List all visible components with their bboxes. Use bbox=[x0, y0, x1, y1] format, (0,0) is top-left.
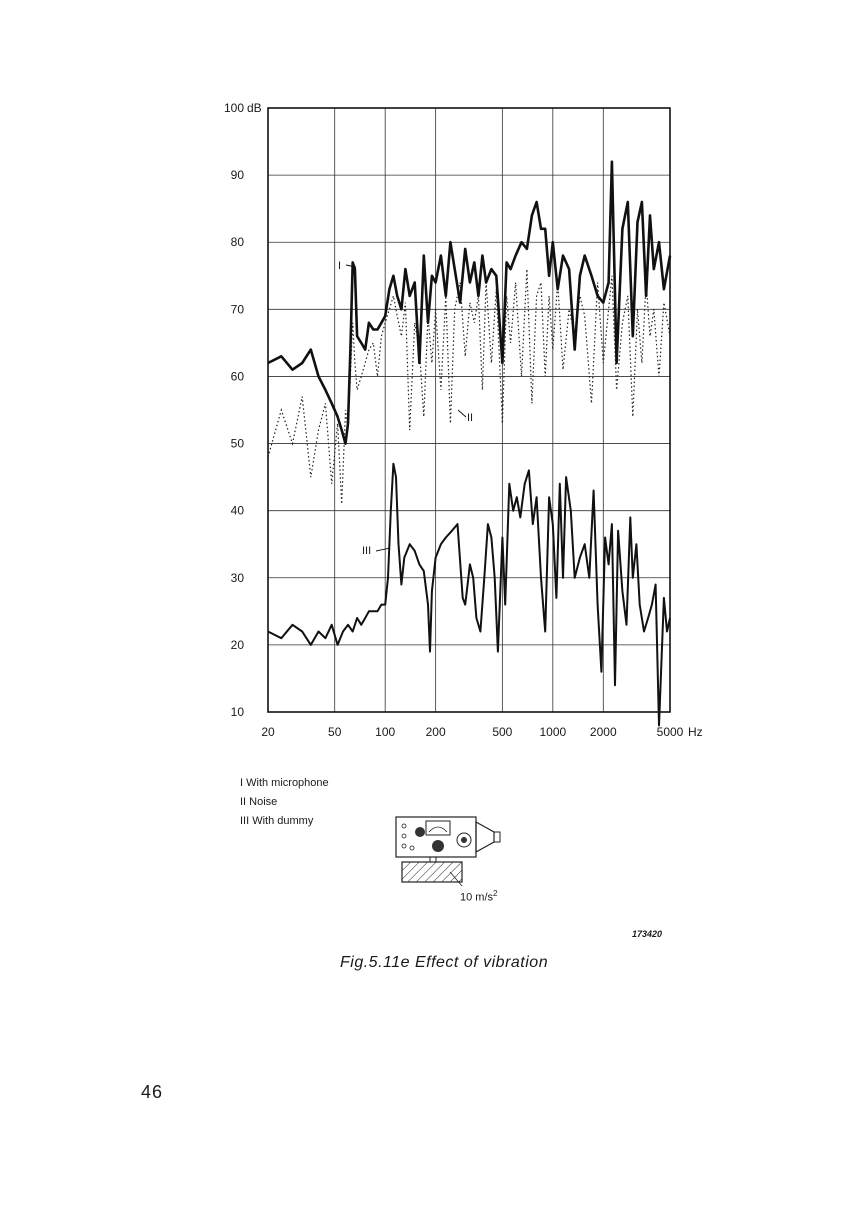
x-tick-label-2000: 2000 bbox=[589, 725, 617, 739]
x-tick-label-100: 100 bbox=[375, 725, 396, 739]
y-tick-label-60: 60 bbox=[230, 369, 244, 384]
y-tick-label-90: 90 bbox=[230, 168, 244, 183]
x-tick-label-200: 200 bbox=[425, 725, 446, 739]
x-tick-label-500: 500 bbox=[492, 725, 513, 739]
y-tick-label-10: 10 bbox=[230, 705, 244, 719]
series-iii-path bbox=[268, 464, 670, 726]
acceleration-value: 10 m/s bbox=[460, 891, 494, 904]
y-tick-label-50: 50 bbox=[230, 436, 244, 451]
acceleration-exponent: 2 bbox=[493, 889, 498, 898]
curve-annotation-leader-iii bbox=[376, 548, 390, 551]
curve-annotations bbox=[338, 260, 473, 557]
series-ii-noise-line bbox=[268, 269, 670, 504]
x-tick-label-50: 50 bbox=[328, 725, 342, 739]
legend-item-noise: II Noise bbox=[240, 796, 278, 808]
legend bbox=[240, 774, 329, 831]
curve-annotation-iii: III bbox=[362, 545, 372, 557]
series-iii-with-dummy-line bbox=[268, 464, 670, 726]
y-tick-label-80: 80 bbox=[230, 235, 244, 250]
curve-annotation-ii: II bbox=[467, 412, 474, 424]
series-ii-path bbox=[268, 269, 670, 504]
x-unit-label: Hz bbox=[688, 725, 703, 739]
y-tick-label-100: 100 bbox=[223, 101, 244, 115]
figure-caption: Fig.5.11e Effect of vibration bbox=[340, 954, 549, 971]
curve-annotation-i: I bbox=[338, 260, 342, 272]
y-unit-label: dB bbox=[247, 101, 262, 115]
y-tick-label-20: 20 bbox=[230, 637, 244, 652]
tick-labels bbox=[224, 101, 703, 739]
x-tick-label-5000: 5000 bbox=[656, 725, 684, 739]
x-tick-label-1000: 1000 bbox=[539, 725, 567, 739]
acceleration-label bbox=[460, 889, 497, 904]
y-tick-label-70: 70 bbox=[230, 302, 244, 317]
y-tick-label-40: 40 bbox=[230, 503, 244, 518]
legend-item-with-microphone: I With microphone bbox=[240, 777, 329, 789]
x-tick-label-20: 20 bbox=[261, 725, 275, 739]
page-number: 46 bbox=[141, 1082, 164, 1102]
figure-id: 173420 bbox=[632, 929, 663, 939]
y-tick-label-30: 30 bbox=[230, 570, 244, 585]
curve-annotation-leader-ii bbox=[458, 410, 466, 417]
sound-level-meter-icon bbox=[384, 812, 508, 888]
legend-item-with-dummy: III With dummy bbox=[240, 815, 314, 827]
